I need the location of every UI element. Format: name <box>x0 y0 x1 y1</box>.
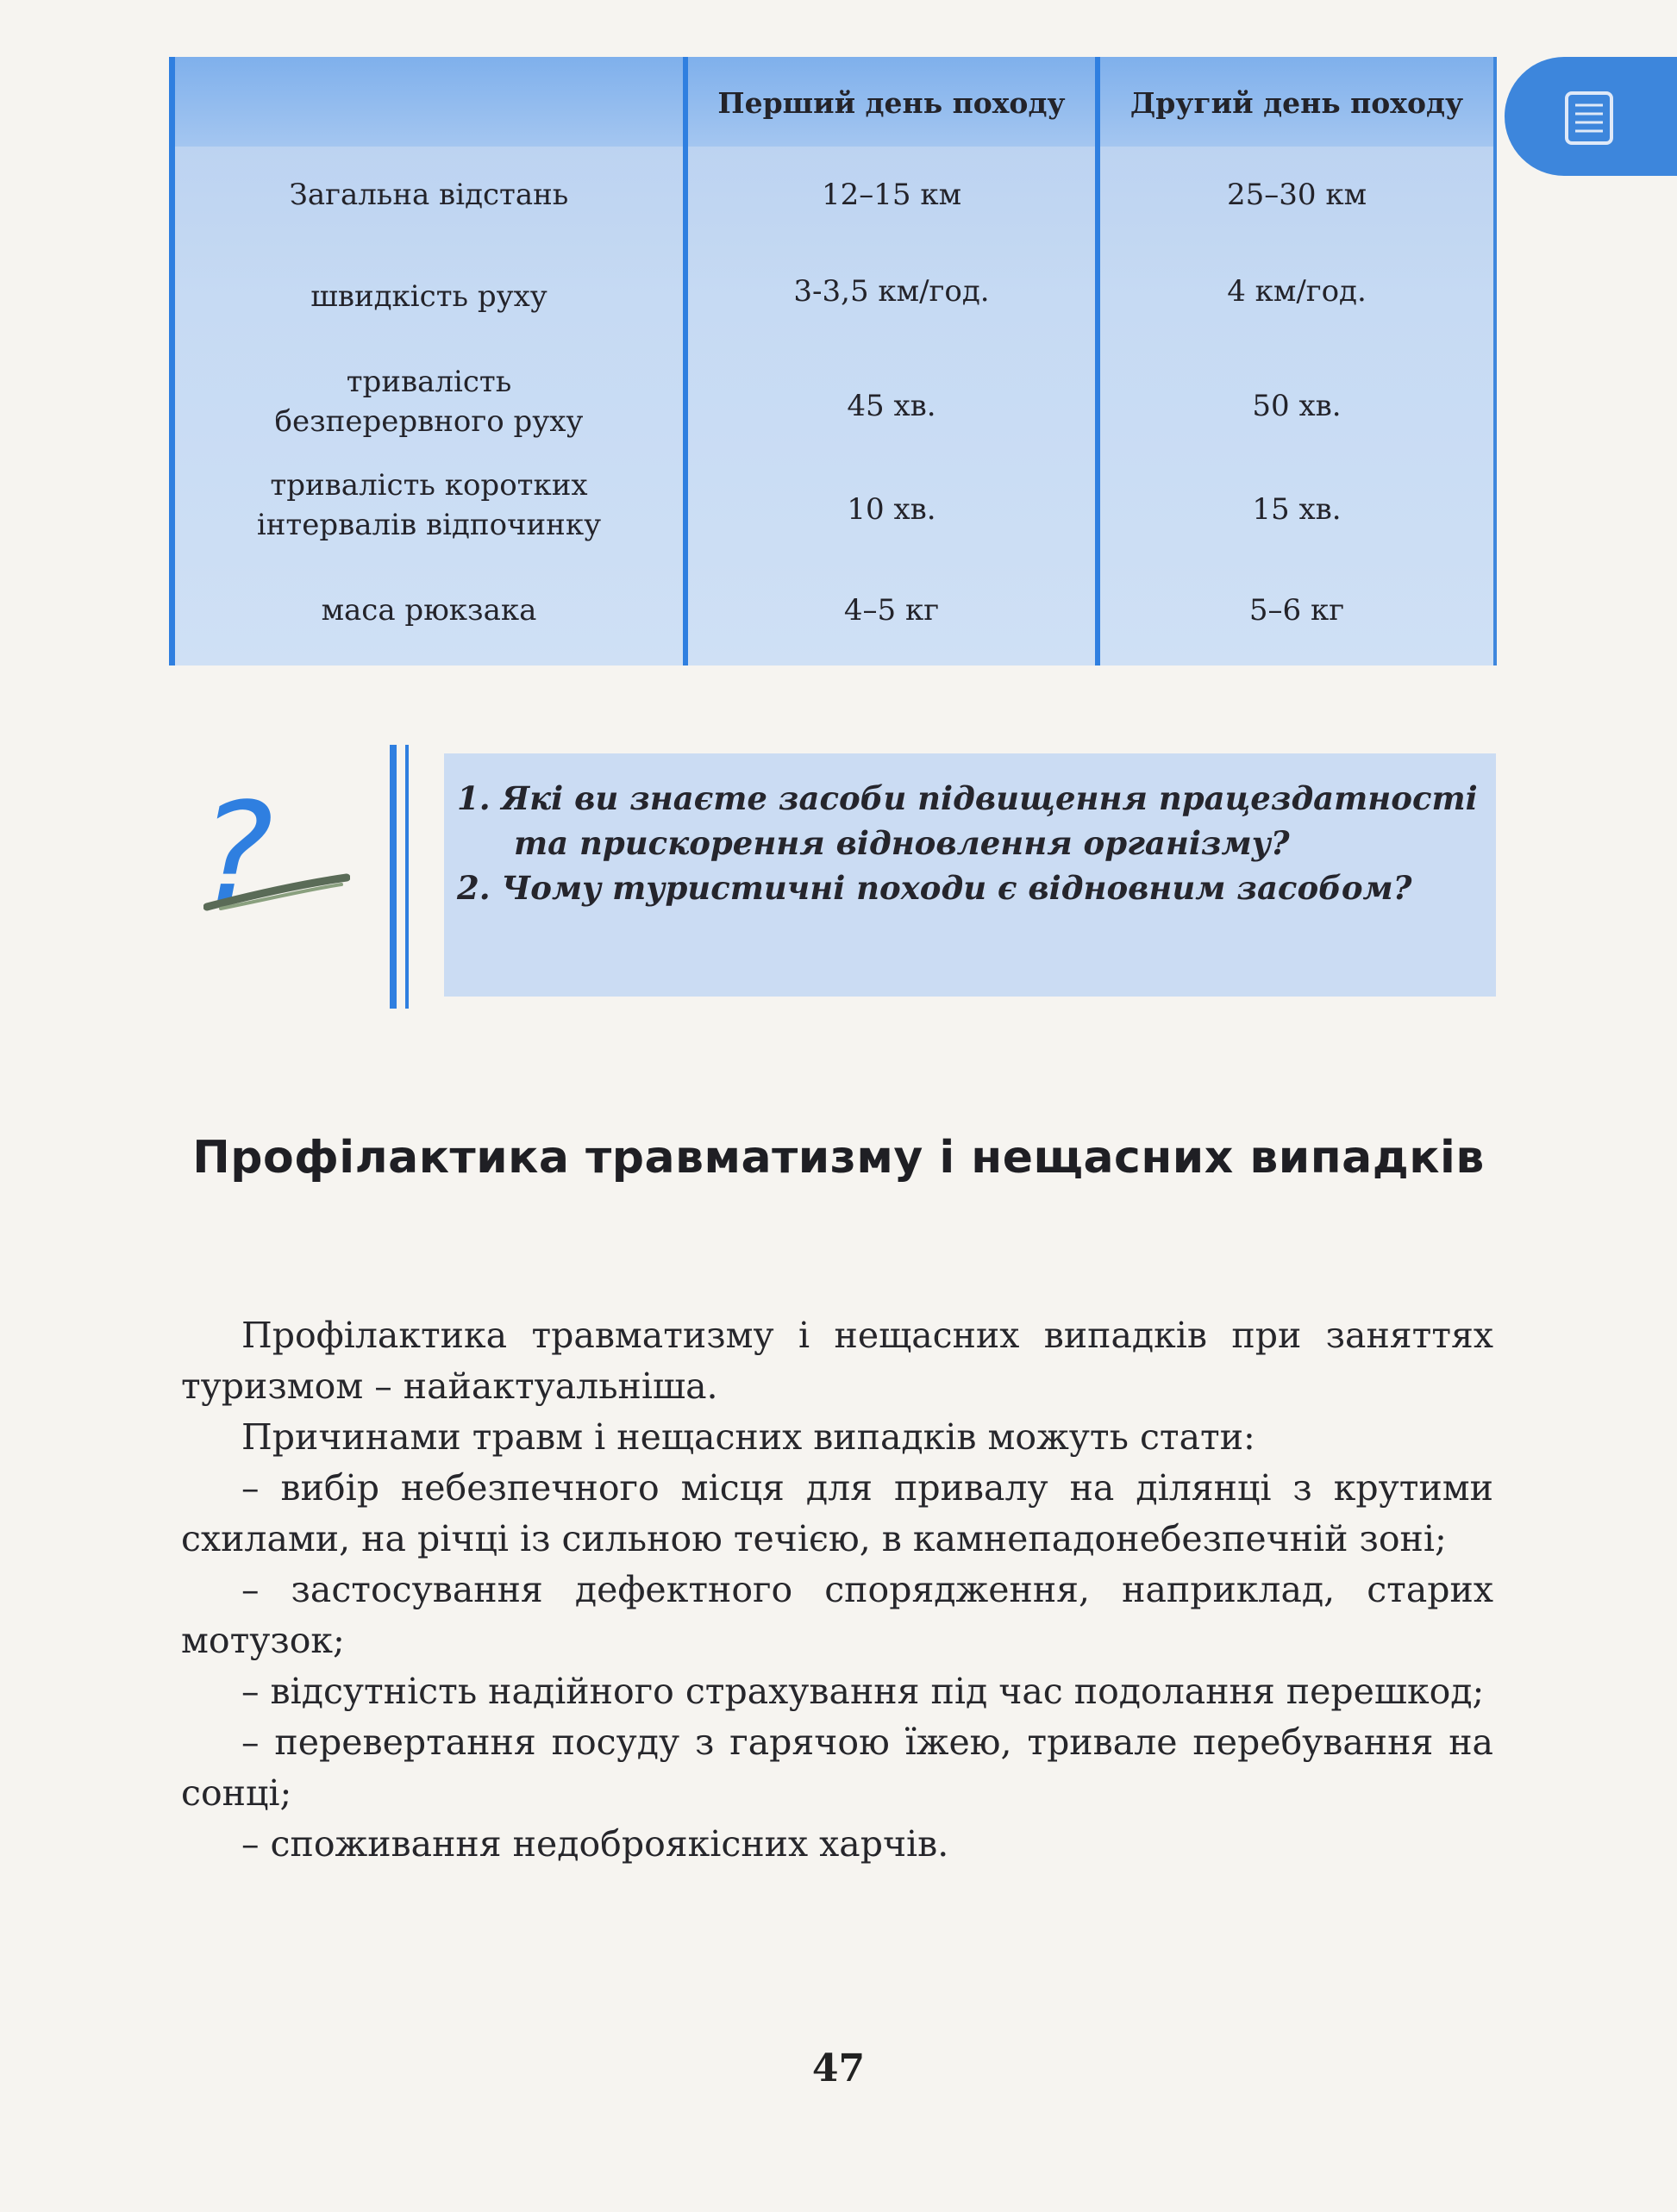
table-divider-1 <box>683 57 688 665</box>
question-1-line-1: 1. Які ви знаєте засоби підвищення працездатності <box>457 779 1478 817</box>
body-text <box>181 1310 1493 1870</box>
table-cell-day2: 50 хв. <box>1252 389 1342 423</box>
table-cell-day2: 15 хв. <box>1252 492 1342 527</box>
table-cell-day1: 4–5 кг <box>843 593 940 628</box>
table-cell-label: швидкість руху <box>310 279 548 314</box>
review-questions <box>457 776 1492 910</box>
table-cell-label: Загальна відстань <box>289 178 569 212</box>
question-rule-thick <box>390 745 397 1009</box>
list-item: – вибір небезпечного місця для привалу на ділянці з крутими схилами, на річці із сильною течією, в камнепадонебезпечній зоні; <box>181 1467 1493 1559</box>
table-cell-day1: 45 хв. <box>847 389 936 423</box>
paragraph-intro: Профілактика травматизму і нещасних випадків при заняттях туризмом – найактуальніша. <box>181 1315 1493 1407</box>
hiking-norms-table <box>169 57 1497 665</box>
list-item: – перевертання посуду з гарячою їжею, тривале перебування на сонці; <box>181 1721 1493 1814</box>
table-cell-label: маса рюкзака <box>321 593 537 628</box>
table-border-left <box>169 57 175 665</box>
table-cell-day1: 3-3,5 км/год. <box>793 274 990 309</box>
question-mark-icon: ? <box>200 772 273 934</box>
table-cell-day2: 25–30 км <box>1226 178 1367 212</box>
list-item: – споживання недоброякісних харчів. <box>241 1823 949 1865</box>
table-cell-day1: 12–15 км <box>821 178 962 212</box>
question-rule-thin <box>405 745 409 1009</box>
paragraph-causes: Причинами травм і нещасних випадків можуть стати: <box>241 1416 1255 1458</box>
page-number: 47 <box>811 2046 866 2090</box>
table-header-day1: Перший день походу <box>717 86 1066 120</box>
list-item: – застосування дефектного спорядження, наприклад, старих мотузок; <box>181 1569 1493 1661</box>
question-2: 2. Чому туристичні походи є відновним засобом? <box>457 869 1412 907</box>
pen-icon <box>203 871 350 917</box>
table-border-right <box>1493 57 1497 665</box>
table-cell-day2: 5–6 кг <box>1248 593 1345 628</box>
question-1-line-2: та прискорення відновлення організму? <box>514 824 1290 862</box>
section-title: Профілактика травматизму і нещасних випадків <box>192 1132 1485 1184</box>
chapter-side-tab <box>1505 57 1677 176</box>
table-cell-label: тривалість коротких інтервалів відпочинку <box>256 468 602 542</box>
table-cell-label: тривалість безперервного руху <box>274 365 584 439</box>
table-header-empty <box>175 60 683 147</box>
table-cell-day1: 10 хв. <box>847 492 936 527</box>
table-cell-day2: 4 км/год. <box>1227 274 1367 309</box>
table-header-day2: Другий день походу <box>1129 86 1464 120</box>
list-item: – відсутність надійного страхування під час подолання перешкод; <box>241 1671 1485 1712</box>
table-divider-2 <box>1095 57 1100 665</box>
book-icon <box>1565 91 1613 148</box>
